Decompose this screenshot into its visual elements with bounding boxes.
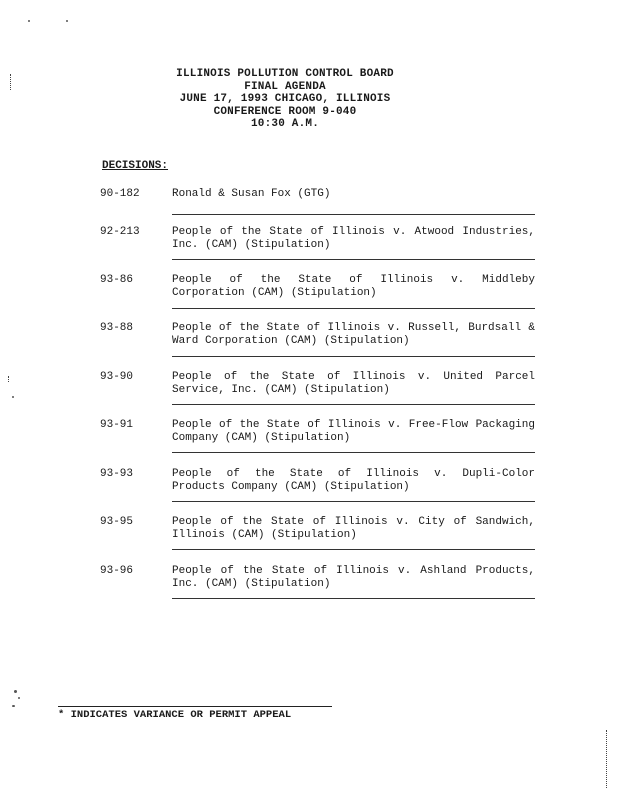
case-description: People of the State of Illinois v. City of Sandwich, Illinois (CAM) (Stipulation) [172, 516, 535, 541]
case-number: 93-88 [100, 322, 134, 334]
case-description: People of the State of Illinois v. Ashland Products, Inc. (CAM) (Stipulation) [172, 565, 535, 590]
case-description: People of the State of Illinois v. Free-Flow Packaging Company (CAM) (Stipulation) [172, 419, 535, 444]
case-description: People of the State of Illinois v. Middleby Corporation (CAM) (Stipulation) [172, 274, 535, 299]
agenda-date-location: JUNE 17, 1993 CHICAGO, ILLINOIS [179, 93, 391, 105]
footnote-text: * INDICATES VARIANCE OR PERMIT APPEAL [58, 709, 292, 721]
agenda-time: 10:30 A.M. [250, 118, 319, 130]
agenda-room: CONFERENCE ROOM 9-040 [213, 105, 357, 118]
scan-speck [28, 20, 30, 22]
case-number: 93-96 [100, 565, 134, 577]
item-rule [172, 452, 535, 453]
case-description: People of the State of Illinois v. Dupli-Color Products Company (CAM) (Stipulation) [172, 468, 535, 493]
decisions-heading: DECISIONS: [102, 160, 169, 172]
scan-speck [18, 697, 20, 699]
item-rule [172, 598, 535, 599]
item-rule [172, 501, 535, 502]
case-description: People of the State of Illinois v. Atwood Industries, Inc. (CAM) (Stipulation) [172, 226, 535, 251]
case-number: 92-213 [100, 226, 140, 238]
item-rule [172, 356, 535, 357]
item-rule [172, 308, 535, 309]
scan-speck [14, 690, 17, 693]
case-number: 90-182 [100, 188, 140, 200]
case-description: People of the State of Illinois v. United Parcel Service, Inc. (CAM) (Stipulation) [172, 371, 535, 396]
item-rule [172, 549, 535, 550]
agenda-header [150, 68, 420, 131]
item-rule [172, 259, 535, 260]
case-description: People of the State of Illinois v. Russell, Burdsall & Ward Corporation (CAM) (Stipulation) [172, 322, 535, 347]
scan-speck [66, 20, 68, 22]
case-description: Ronald & Susan Fox (GTG) [172, 188, 331, 200]
scan-mark [8, 376, 9, 382]
item-rule [172, 404, 535, 405]
case-number: 93-95 [100, 516, 134, 528]
case-number: 93-91 [100, 419, 134, 431]
footnote-rule [58, 706, 332, 707]
board-name: ILLINOIS POLLUTION CONTROL BOARD [176, 68, 394, 80]
item-rule [172, 214, 535, 215]
scan-mark [10, 74, 11, 90]
case-number: 93-93 [100, 468, 134, 480]
case-number: 93-90 [100, 371, 134, 383]
scan-mark [606, 730, 607, 788]
scan-speck [12, 705, 15, 707]
case-number: 93-86 [100, 274, 134, 286]
scan-speck [12, 396, 14, 398]
agenda-title: FINAL AGENDA [244, 80, 326, 93]
